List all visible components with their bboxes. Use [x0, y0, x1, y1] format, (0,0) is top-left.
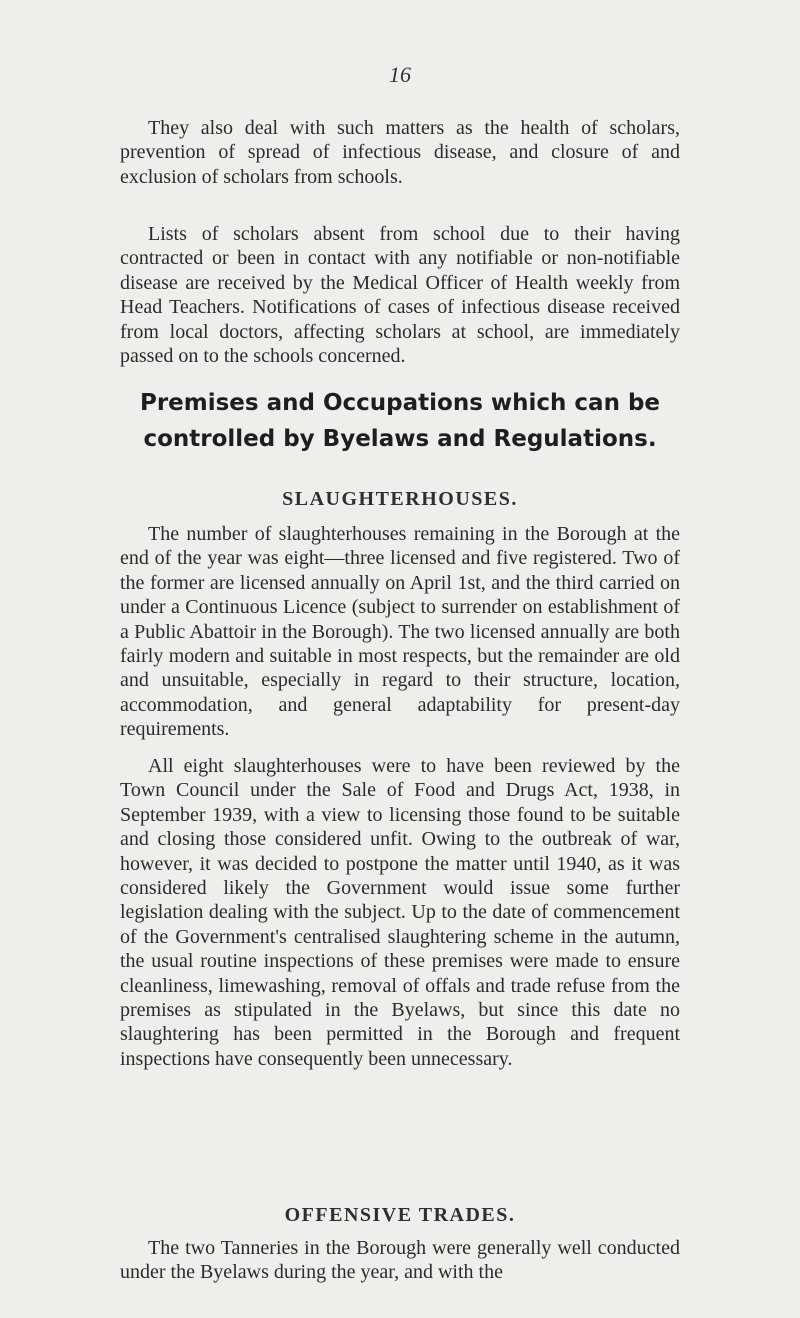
subheading-offensive-trades: OFFENSIVE TRADES.: [284, 1204, 516, 1226]
section-heading: Premises and Occupations which can be controlled by Byelaws and Regulations.: [139, 390, 661, 452]
subheading-slaughterhouses: SLAUGHTERHOUSES.: [282, 488, 518, 510]
paragraph-tanneries: The two Tanneries in the Borough were generally well conducted under the Byelaws during the year, and with the: [120, 1237, 680, 1284]
page-number: 16: [389, 62, 411, 87]
paragraph-slaughterhouse-count: The number of slaughterhouses remaining in the Borough at the end of the year was eight—three licensed and five registered. Two of the former are licensed annually on April 1st, and the third carried on under a Continuous Licence (subject to surrender on establishment of a Public Abattoir in the Borough). The two licensed annually are both fairly modern and suitable in most respects, but the remainder are old and unsuitable, especially in regard to their structure, location, accommodation, and general adaptability for present-day requirements.: [120, 523, 680, 741]
paragraph-scholars-health: They also deal with such matters as the health of scholars, prevention of spread of infectious disease, and closure of and exclusion of scholars from schools.: [120, 117, 680, 188]
paragraph-absent-scholars: Lists of scholars absent from school due to their having contracted or been in contact with any notifiable or non-notifiable disease are received by the Medical Officer of Health weekly from Head Teachers. Notifications of cases of infectious disease received from local doctors, affecting scholars at school, are immediately passed on to the schools concerned.: [120, 223, 680, 368]
paragraph-slaughterhouse-review: All eight slaughterhouses were to have been reviewed by the Town Council under the Sale of Food and Drugs Act, 1938, in September 1939, with a view to licensing those found to be suitable and closing those considered unfit. Owing to the outbreak of war, however, it was decided to postpone the matter until 1940, as it was considered likely the Government would issue some further legislation dealing with the subject. Up to the date of commencement of the Government's centralised slaughtering scheme in the autumn, the usual routine inspections of these premises were made to ensure cleanliness, limewashing, removal of offals and trade refuse from the premises as stipulated in the Byelaws, but since this date no slaughtering has been permitted in the Borough and frequent inspections have consequently been unnecessary.: [120, 755, 680, 1070]
